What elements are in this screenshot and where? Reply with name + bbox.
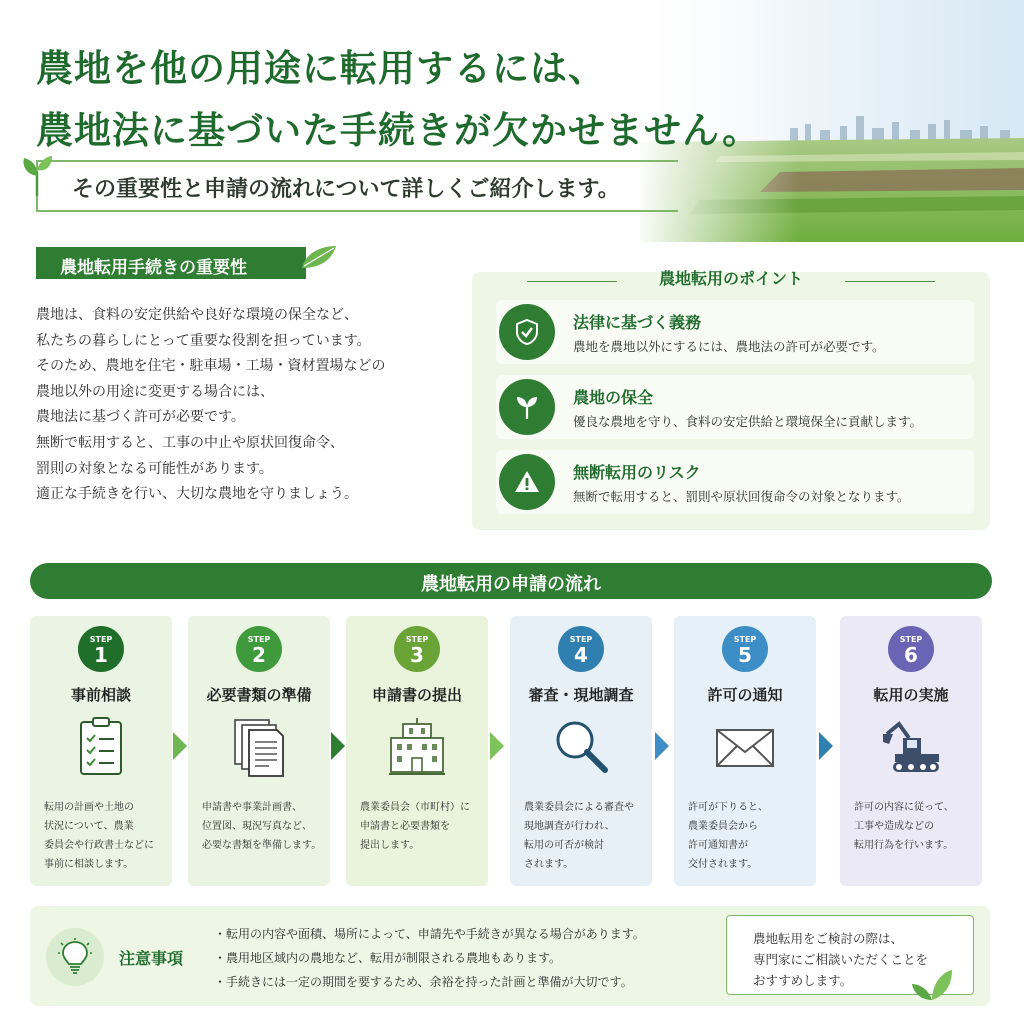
importance-line: 農地法に基づく許可が必要です。 — [36, 409, 245, 426]
subtitle-frame — [36, 160, 676, 212]
step-desc-line: 転用行為を行います。 — [854, 840, 954, 851]
step-number: 3 — [410, 643, 424, 667]
step-desc-line: 現地調査が行われ、 — [524, 821, 615, 832]
step-title: 転用の実施 — [873, 686, 949, 704]
step-title: 事前相談 — [70, 686, 131, 704]
point-title: 無断転用のリスク — [573, 463, 701, 482]
importance-line: 無断で転用すると、工事の中止や原状回復命令、 — [36, 434, 344, 451]
step-badge — [558, 626, 604, 672]
step-arrow-icon — [655, 732, 669, 760]
checklist-icon — [71, 716, 131, 778]
step-desc-line: 許可が下りると、 — [688, 802, 768, 813]
step-word: STEP — [569, 635, 593, 644]
point-title: 法律に基づく義務 — [573, 313, 702, 332]
importance-line: そのため、農地を住宅・駐車場・工場・資材置場などの — [36, 358, 386, 375]
step-description — [524, 798, 646, 874]
step-title: 許可の通知 — [707, 686, 783, 704]
step-card-4 — [510, 616, 652, 886]
step-card-5 — [674, 616, 816, 886]
page-subtitle: その重要性と申請の流れについて詳しくご紹介します。 — [72, 177, 620, 202]
caution-item: ・農用地区域内の農地など、転用が制限される農地もあります。 — [214, 951, 562, 965]
step-title: 申請書の提出 — [371, 686, 462, 704]
step-arrow-icon — [331, 732, 345, 760]
step-card-1 — [30, 616, 172, 886]
step-desc-line: 位置図、現況写真など、 — [202, 821, 312, 832]
caution-title: 注意事項 — [119, 949, 184, 968]
page-title-line-2: 農地法に基づいた手続きが欠かせません。 — [36, 109, 761, 152]
excavator-icon — [881, 716, 941, 778]
step-word: STEP — [733, 635, 757, 644]
advice-line: 専門家にご相談いただくことを — [753, 952, 929, 967]
step-desc-line: 必要な書類を準備します。 — [202, 840, 322, 851]
step-badge — [236, 626, 282, 672]
step-description — [202, 798, 324, 855]
step-title: 必要書類の準備 — [206, 686, 312, 704]
step-desc-line: 交付されます。 — [688, 859, 758, 870]
advice-line: おすすめします。 — [753, 973, 853, 988]
step-badge — [78, 626, 124, 672]
page-title-line-1: 農地を他の用途に転用するには、 — [36, 47, 606, 90]
step-title: 審査・現地調査 — [528, 686, 634, 704]
step-word: STEP — [405, 635, 429, 644]
step-word: STEP — [899, 635, 923, 644]
step-desc-line: 委員会や行政書士などに — [44, 840, 154, 851]
points-title: 農地転用のポイント — [658, 269, 803, 288]
step-desc-line: されます。 — [524, 859, 574, 870]
step-description — [688, 798, 810, 874]
point-card-preservation — [496, 375, 974, 439]
step-desc-line: 工事や造成などの — [854, 821, 934, 832]
subtitle-rule-bottom — [38, 210, 678, 212]
step-badge — [722, 626, 768, 672]
documents-icon — [229, 716, 289, 778]
step-number: 4 — [574, 643, 588, 667]
envelope-icon — [715, 716, 775, 778]
step-description — [44, 798, 166, 874]
importance-line: 農地は、食料の安定供給や良好な環境の保全など、 — [36, 307, 358, 323]
step-desc-line: 申請書と必要書類を — [360, 821, 450, 832]
step-desc-line: 農業委員会（市町村）に — [360, 802, 470, 813]
header-hero — [0, 0, 1024, 242]
point-card-risk — [496, 450, 974, 514]
step-badge — [394, 626, 440, 672]
advice-line: 農地転用をご検討の際は、 — [753, 931, 904, 946]
sprout-leaf-icon — [20, 152, 54, 196]
step-arrow-icon — [819, 732, 833, 760]
point-title: 農地の保全 — [573, 388, 654, 407]
importance-line: 私たちの暮らしにとって重要な役割を担っています。 — [36, 332, 371, 349]
step-desc-line: 状況について、農業 — [44, 821, 134, 832]
subtitle-rule-top — [38, 160, 678, 162]
step-card-2 — [188, 616, 330, 886]
step-number: 5 — [738, 643, 752, 667]
step-description — [360, 798, 482, 855]
step-desc-line: 許可通知書が — [688, 840, 748, 851]
point-desc: 優良な農地を守り、食料の安定供給と環境保全に貢献します。 — [573, 414, 923, 429]
step-number: 1 — [94, 643, 108, 667]
step-desc-line: 許可の内容に従って、 — [854, 802, 954, 813]
building-icon — [387, 716, 447, 778]
step-desc-line: 農業委員会から — [688, 821, 758, 832]
points-panel — [472, 269, 990, 530]
importance-paragraph — [36, 303, 456, 508]
step-number: 6 — [904, 643, 918, 667]
step-word: STEP — [89, 635, 113, 644]
caution-item: ・手続きには一定の期間を要するため、余裕を持った計画と準備が大切です。 — [214, 975, 633, 989]
lightbulb-icon — [46, 928, 104, 986]
step-arrow-icon — [490, 732, 504, 760]
step-word: STEP — [247, 635, 271, 644]
caution-panel — [30, 906, 990, 1006]
point-desc: 農地を農地以外にするには、農地法の許可が必要です。 — [573, 339, 885, 354]
step-badge — [888, 626, 934, 672]
step-desc-line: 転用の可否が検討 — [524, 840, 604, 851]
point-card-legal — [496, 300, 974, 364]
warning-icon — [499, 454, 555, 510]
importance-section-label: 農地転用手続きの重要性 — [36, 247, 306, 279]
step-desc-line: 事前に相談します。 — [44, 859, 134, 870]
step-number: 2 — [252, 643, 266, 667]
magnifier-icon — [551, 716, 611, 778]
leaves-icon — [910, 960, 954, 1000]
importance-line: 適正な手続きを行い、大切な農地を守りましょう。 — [36, 486, 358, 503]
step-desc-line: 転用の計画や土地の — [44, 802, 134, 813]
shield-check-icon — [499, 304, 555, 360]
flow-section-banner: 農地転用の申請の流れ — [30, 563, 992, 599]
caution-list — [214, 922, 645, 994]
step-description — [854, 798, 976, 855]
step-card-6 — [840, 616, 982, 886]
step-desc-line: 提出します。 — [360, 840, 420, 851]
sprout-icon — [499, 379, 555, 435]
point-desc: 無断で転用すると、罰則や原状回復命令の対象となります。 — [573, 489, 910, 504]
caution-item: ・転用の内容や面積、場所によって、申請先や手続きが異なる場合があります。 — [214, 927, 645, 941]
step-desc-line: 農業委員会による審査や — [524, 802, 634, 813]
step-arrow-icon — [173, 732, 187, 760]
importance-line: 農地以外の用途に変更する場合には、 — [36, 383, 274, 400]
step-card-3 — [346, 616, 488, 886]
leaf-icon — [300, 244, 338, 270]
step-desc-line: 申請書や事業計画書、 — [202, 802, 302, 813]
importance-line: 罰則の対象となる可能性があります。 — [36, 460, 273, 477]
